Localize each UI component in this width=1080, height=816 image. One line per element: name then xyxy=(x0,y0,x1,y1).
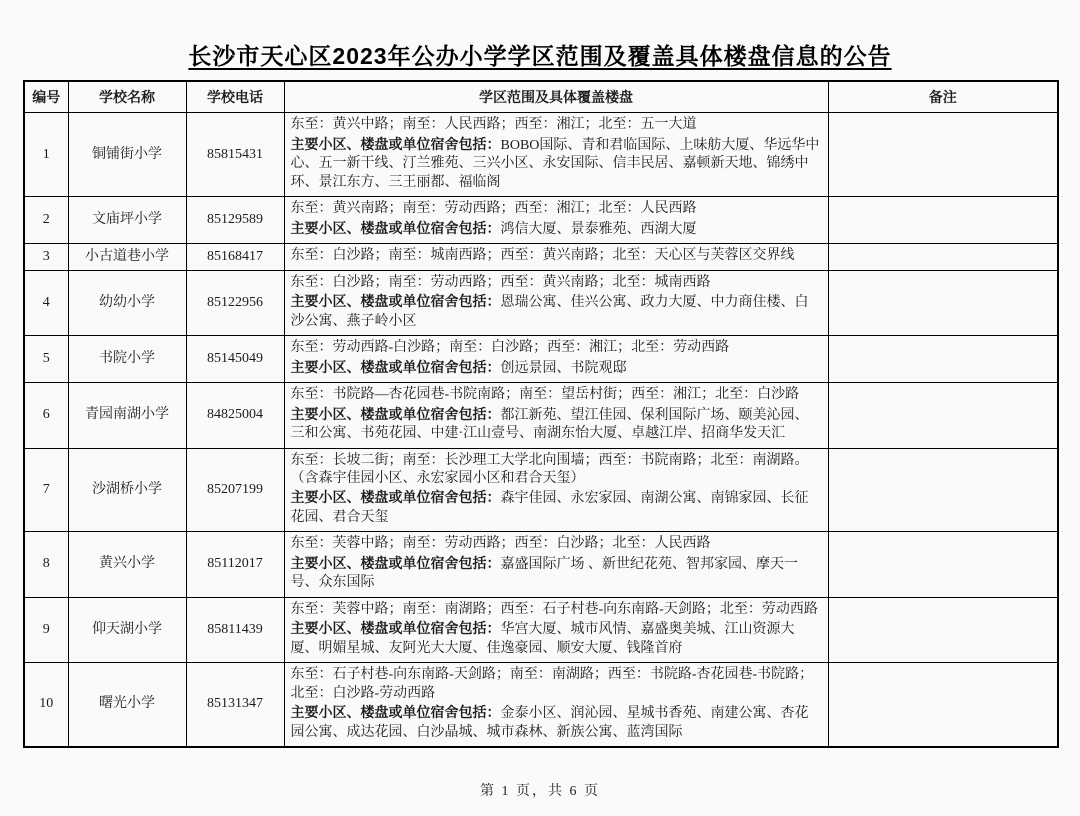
table-row xyxy=(24,532,1058,597)
estates-line xyxy=(291,703,822,742)
estates-label: 主要小区、楼盘或单位宿舍包括： xyxy=(290,293,501,310)
estates-label: 主要小区、楼盘或单位宿舍包括： xyxy=(290,620,501,637)
district-boundary: 东至：石子村巷-向东南路-天剑路；南至：南湖路；西至：书院路-杏花园巷-书院路；北至：白沙路-劳动西路 xyxy=(290,667,814,701)
cell-district-range xyxy=(284,244,828,270)
table-row xyxy=(24,383,1058,448)
estates-list: 森宇佳园、永宏家园、南湖公寓、南锦家园、长征花园、君合天玺 xyxy=(290,491,809,525)
cell-row-number: 2 xyxy=(24,197,68,244)
cell-school-phone: 85129589 xyxy=(186,197,284,244)
estates-list: 鸿信大厦、景泰雅苑、西湖大厦 xyxy=(500,221,697,237)
header-district-range: 学区范围及具体覆盖楼盘 xyxy=(284,81,828,113)
cell-school-name: 小古道巷小学 xyxy=(68,244,186,270)
cell-row-number: 8 xyxy=(24,532,68,597)
cell-school-phone: 85145049 xyxy=(186,336,284,383)
table-row xyxy=(24,597,1058,662)
estates-list: 华宫大厦、城市风情、嘉盛奥美城、江山资源大厦、明媚星城、友阿光大大厦、佳逸豪园、顺安大厦、钱隆首府 xyxy=(290,622,795,656)
cell-row-number: 3 xyxy=(24,244,68,270)
cell-district-range xyxy=(284,663,828,747)
table-row xyxy=(24,448,1058,532)
cell-district-range xyxy=(284,113,828,197)
district-boundary: 东至：黄兴南路；南至：劳动西路；西至：湘江；北至：人民西路 xyxy=(290,201,697,217)
cell-district-range xyxy=(284,197,828,244)
estates-list: BOBO国际、青和君临国际、上味舫大厦、华远华中心、五一新干线、汀兰雅苑、三兴小区、永安国际、信丰民居、嘉顿新天地、锦绣中环、景江东方、三王丽都、福临阁 xyxy=(290,137,820,190)
table-row xyxy=(24,197,1058,244)
cell-school-name: 文庙坪小学 xyxy=(68,197,186,244)
page-number: 第 1 页，共 6 页 xyxy=(480,784,600,800)
header-remark: 备注 xyxy=(828,81,1058,113)
estates-label: 主要小区、楼盘或单位宿舍包括： xyxy=(290,489,501,506)
cell-school-name: 铜铺街小学 xyxy=(68,113,186,197)
cell-remark xyxy=(828,663,1058,747)
cell-remark xyxy=(828,448,1058,532)
estates-list: 金泰小区、润沁园、星城书香苑、南建公寓、杏花园公寓、成达花园、白沙晶城、城市森林、新族公寓、蓝湾国际 xyxy=(290,706,809,740)
cell-school-name: 曙光小学 xyxy=(68,663,186,747)
cell-row-number: 1 xyxy=(24,113,68,197)
estates-line xyxy=(291,135,822,192)
cell-remark xyxy=(828,336,1058,383)
estates-line xyxy=(291,292,822,331)
estates-label: 主要小区、楼盘或单位宿舍包括： xyxy=(290,704,501,721)
district-boundary: 东至：芙蓉中路；南至：南湖路；西至：石子村巷-向东南路-天剑路；北至：劳动西路 xyxy=(290,601,818,617)
estates-line xyxy=(291,488,822,527)
district-boundary: 东至：白沙路；南至：劳动西路；西至：黄兴南路；北至：城南西路 xyxy=(290,274,711,290)
cell-row-number: 6 xyxy=(24,383,68,448)
cell-remark xyxy=(828,532,1058,597)
cell-remark xyxy=(828,244,1058,270)
cell-row-number: 7 xyxy=(24,448,68,532)
cell-school-phone: 85122956 xyxy=(186,270,284,335)
cell-remark xyxy=(828,197,1058,244)
page-title: 长沙市天心区2023年公办小学学区范围及覆盖具体楼盘信息的公告 xyxy=(188,43,892,69)
cell-district-range xyxy=(284,448,828,532)
cell-district-range xyxy=(284,270,828,335)
cell-remark xyxy=(828,383,1058,448)
table-row xyxy=(24,663,1058,747)
estates-list: 都江新苑、望江佳园、保利国际广场、颐美沁园、三和公寓、书苑花园、中建·江山壹号、南湖东怡大厦、卓越江岸、招商华发天汇 xyxy=(290,407,809,442)
cell-school-phone: 85207199 xyxy=(186,448,284,532)
cell-school-name: 仰天湖小学 xyxy=(68,597,186,662)
cell-district-range xyxy=(284,532,828,597)
cell-school-phone: 85811439 xyxy=(186,597,284,662)
table-row xyxy=(24,113,1058,197)
cell-school-name: 幼幼小学 xyxy=(68,270,186,335)
estates-label: 主要小区、楼盘或单位宿舍包括： xyxy=(290,405,501,422)
district-boundary: 东至：白沙路；南至：城南西路；西至：黄兴南路；北至：天心区与芙蓉区交界线 xyxy=(290,248,795,264)
cell-row-number: 5 xyxy=(24,336,68,383)
estates-list: 嘉盛国际广场 、新世纪花苑、智邦家园、摩天一号、众东国际 xyxy=(290,556,798,591)
cell-row-number: 10 xyxy=(24,663,68,747)
estates-list: 创远景园、书院观邸 xyxy=(500,360,627,376)
district-boundary: 东至：芙蓉中路；南至：劳动西路；西至：白沙路；北至：人民西路 xyxy=(290,536,711,552)
estates-line xyxy=(291,358,822,378)
cell-school-phone: 85815431 xyxy=(186,113,284,197)
cell-school-phone: 84825004 xyxy=(186,383,284,448)
cell-district-range xyxy=(284,383,828,448)
district-boundary: 东至：黄兴中路；南至：人民西路；西至：湘江；北至：五一大道 xyxy=(290,117,697,133)
cell-remark xyxy=(828,270,1058,335)
header-row-number: 编号 xyxy=(24,81,68,113)
cell-district-range xyxy=(284,597,828,662)
estates-line xyxy=(291,619,822,658)
estates-line xyxy=(291,219,822,239)
cell-school-phone: 85112017 xyxy=(186,532,284,597)
header-school-name: 学校名称 xyxy=(68,81,186,113)
cell-school-name: 沙湖桥小学 xyxy=(68,448,186,532)
cell-district-range xyxy=(284,336,828,383)
cell-school-phone: 85131347 xyxy=(186,663,284,747)
cell-remark xyxy=(828,113,1058,197)
district-boundary: 东至：劳动西路-白沙路；南至：白沙路；西至：湘江；北至：劳动西路 xyxy=(290,340,730,356)
district-boundary: 东至：长坡二街；南至：长沙理工大学北向围墙；西至：书院南路；北至：南湖路。（含森宇佳园小区、永宏家园小区和君合天玺） xyxy=(290,452,809,486)
district-boundary: 东至：书院路—杏花园巷-书院南路；南至：望岳村街；西至：湘江；北至：白沙路 xyxy=(290,387,800,403)
estates-label: 主要小区、楼盘或单位宿舍包括： xyxy=(290,135,501,152)
cell-school-name: 青园南湖小学 xyxy=(68,383,186,448)
table-header-row xyxy=(24,81,1058,113)
estates-list: 恩瑞公寓、佳兴公寓、政力大厦、中力商住楼、白沙公寓、燕子岭小区 xyxy=(290,295,809,329)
school-district-table xyxy=(23,80,1059,748)
estates-line xyxy=(291,554,822,593)
table-row xyxy=(24,336,1058,383)
estates-label: 主要小区、楼盘或单位宿舍包括： xyxy=(290,219,501,236)
table-row xyxy=(24,244,1058,270)
cell-row-number: 4 xyxy=(24,270,68,335)
cell-remark xyxy=(828,597,1058,662)
estates-line xyxy=(291,405,822,444)
cell-school-phone: 85168417 xyxy=(186,244,284,270)
cell-school-name: 黄兴小学 xyxy=(68,532,186,597)
table-row xyxy=(24,270,1058,335)
cell-school-name: 书院小学 xyxy=(68,336,186,383)
estates-label: 主要小区、楼盘或单位宿舍包括： xyxy=(290,554,501,571)
estates-label: 主要小区、楼盘或单位宿舍包括： xyxy=(290,358,501,375)
header-school-phone: 学校电话 xyxy=(186,81,284,113)
cell-row-number: 9 xyxy=(24,597,68,662)
table-body xyxy=(24,113,1058,747)
